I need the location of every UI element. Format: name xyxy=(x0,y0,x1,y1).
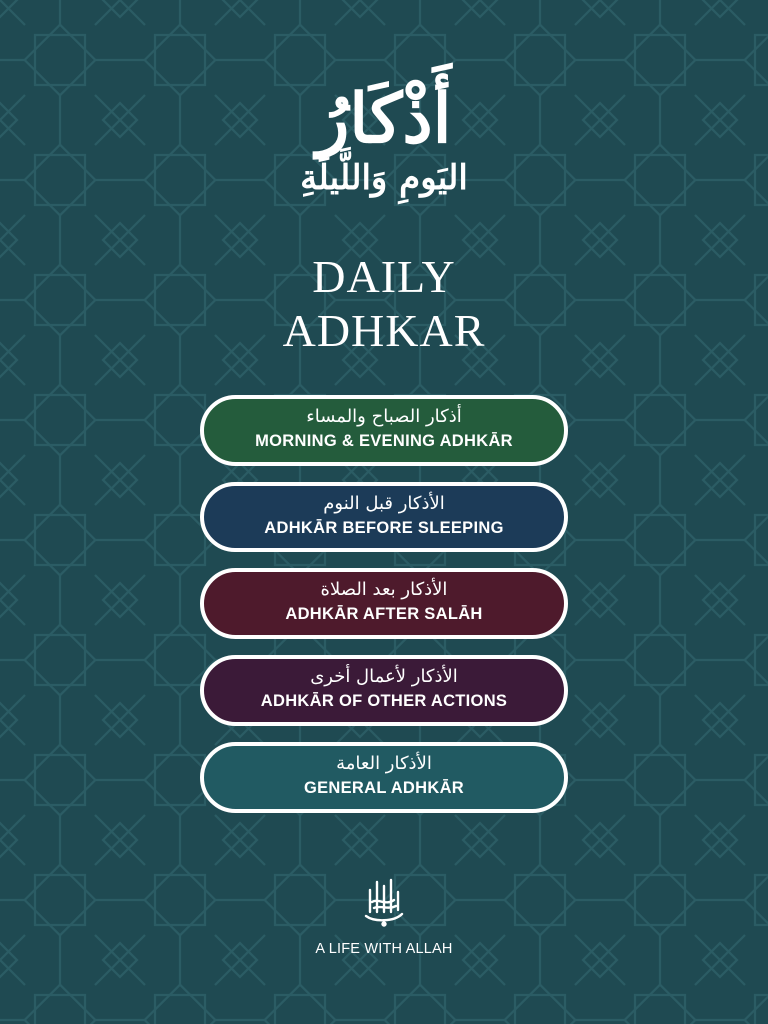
adhkar-menu xyxy=(200,395,568,829)
calligraphy-logo-icon xyxy=(354,872,414,932)
button-arabic-label: الأذكار لأعمال أخرى xyxy=(310,666,458,687)
title-line-1: DAILY xyxy=(312,251,456,302)
morning-evening-adhkar-button[interactable] xyxy=(200,395,568,466)
other-actions-adhkar-button[interactable] xyxy=(200,655,568,726)
calligraphy-heading xyxy=(234,78,534,198)
calligraphy-main-text: أَذْكَارُ xyxy=(316,79,452,159)
before-sleeping-adhkar-button[interactable] xyxy=(200,482,568,552)
footer-brand-text: A LIFE WITH ALLAH xyxy=(315,941,453,957)
button-arabic-label: الأذكار قبل النوم xyxy=(323,493,445,514)
title-line-2: ADHKAR xyxy=(282,305,486,356)
page-title xyxy=(184,250,584,358)
button-english-label: ADHKĀR OF OTHER ACTIONS xyxy=(260,692,508,710)
button-english-label: ADHKĀR AFTER SALĀH xyxy=(285,605,483,623)
calligraphy-sub-text: اليَومِ وَاللَّيلَةِ xyxy=(300,158,468,198)
button-english-label: ADHKĀR BEFORE SLEEPING xyxy=(264,519,504,537)
after-salah-adhkar-button[interactable] xyxy=(200,568,568,639)
general-adhkar-button[interactable] xyxy=(200,742,568,813)
button-arabic-label: الأذكار العامة xyxy=(336,753,432,774)
button-english-label: MORNING & EVENING ADHKĀR xyxy=(255,432,513,450)
button-arabic-label: الأذكار بعد الصلاة xyxy=(320,579,448,600)
button-english-label: GENERAL ADHKĀR xyxy=(303,779,465,797)
button-arabic-label: أذكار الصباح والمساء xyxy=(306,406,462,427)
